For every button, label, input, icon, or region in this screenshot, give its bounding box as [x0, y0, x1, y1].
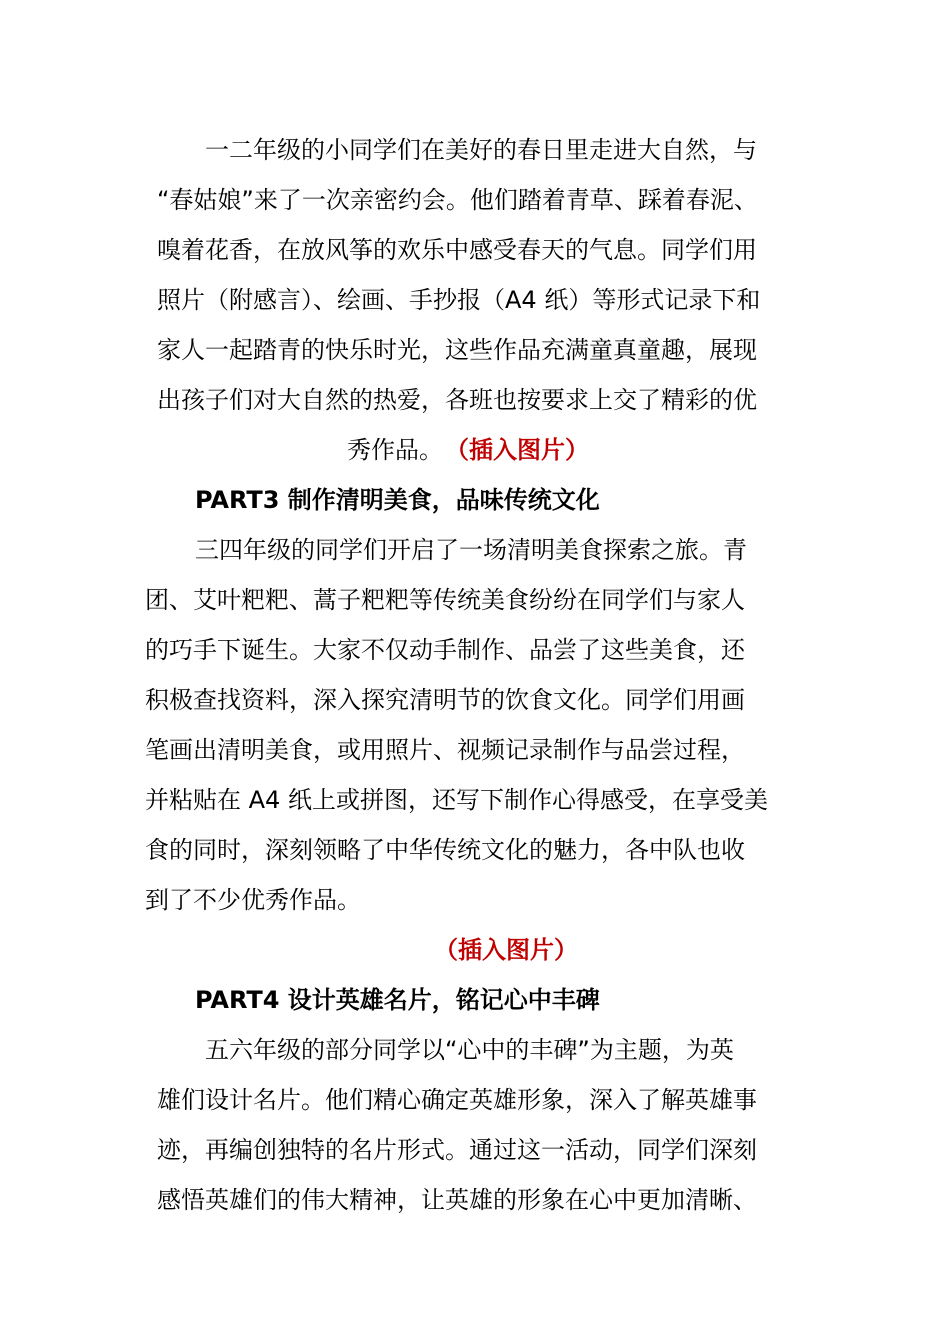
- part2-line-2: “春姑娘”来了一次亲密约会。他们踏着青草、踩着春泥、: [157, 186, 758, 214]
- part2-line-7: [347, 434, 589, 466]
- part3-line-1: 三四年级的同学们开启了一场清明美食探索之旅。青: [195, 536, 747, 564]
- part3-line-4: 积极查找资料，深入探究清明节的饮食文化。同学们用画: [145, 686, 745, 714]
- part2-line-7-text: 秀作品。: [347, 436, 443, 464]
- part2-line-3: 嗅着花香，在放风筝的欢乐中感受春天的气息。同学们用: [157, 236, 757, 264]
- part3-line-6: 并粘贴在 A4 纸上或拼图，还写下制作心得感受，在享受美: [145, 786, 768, 814]
- part3-heading: PART3 制作清明美食，品味传统文化: [195, 486, 600, 514]
- part4-line-2: 雄们设计名片。他们精心确定英雄形象，深入了解英雄事: [157, 1086, 757, 1114]
- part4-line-3: 迹，再编创独特的名片形式。通过这一活动，同学们深刻: [157, 1136, 757, 1164]
- insert-image-placeholder-2: （插入图片）: [434, 936, 578, 964]
- part3-line-7: 食的同时，深刻领略了中华传统文化的魅力，各中队也收: [145, 836, 745, 864]
- part4-line-4: 感悟英雄们的伟大精神，让英雄的形象在心中更加清晰、: [157, 1186, 757, 1214]
- part2-line-6: 出孩子们对大自然的热爱，各班也按要求上交了精彩的优: [157, 386, 757, 414]
- part4-line-1: 五六年级的部分同学以“心中的丰碑”为主题，为英: [205, 1036, 734, 1064]
- part3-line-3: 的巧手下诞生。大家不仅动手制作、品尝了这些美食，还: [145, 636, 745, 664]
- part2-line-1: 一二年级的小同学们在美好的春日里走进大自然，与: [205, 136, 757, 164]
- insert-image-placeholder-1: （插入图片）: [457, 436, 589, 464]
- part3-line-2: 团、艾叶粑粑、蒿子粑粑等传统美食纷纷在同学们与家人: [145, 586, 745, 614]
- part2-line-4: 照片（附感言）、绘画、手抄报（A4 纸）等形式记录下和: [157, 286, 761, 314]
- part4-heading: PART4 设计英雄名片，铭记心中丰碑: [195, 986, 600, 1014]
- part3-line-5: 笔画出清明美食，或用照片、视频记录制作与品尝过程，: [145, 736, 745, 764]
- part3-line-8: 到了不少优秀作品。: [145, 886, 361, 914]
- part2-line-5: 家人一起踏青的快乐时光，这些作品充满童真童趣，展现: [157, 336, 757, 364]
